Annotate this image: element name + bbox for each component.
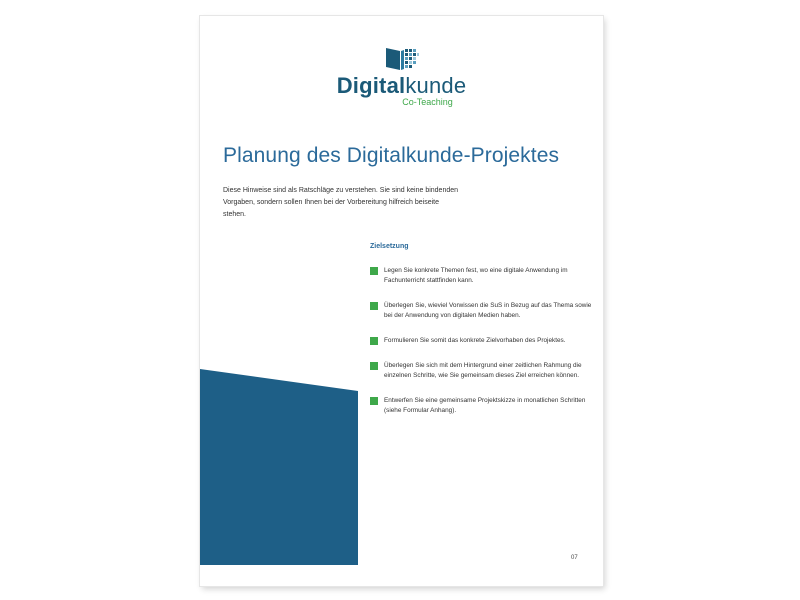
page-number: 07 <box>571 555 578 561</box>
list-item-text: Überlegen Sie, wieviel Vorwissen die SuS in Bezug auf das Thema sowie bei der Anwendung von digitalen Medien haben. <box>384 302 592 319</box>
green-bullet-icon <box>370 397 378 405</box>
green-bullet-icon <box>370 267 378 275</box>
page-title: Planung des Digitalkunde-Projektes <box>223 144 560 167</box>
list-item <box>370 336 595 346</box>
brand-subtitle: Co-Teaching <box>402 97 453 107</box>
list-item-text: Entwerfen Sie eine gemeinsame Projektskizze in monatlichen Schritten (siehe Formular Anhang). <box>384 397 586 414</box>
green-bullet-icon <box>370 362 378 370</box>
list-item <box>370 361 595 381</box>
list-item <box>370 266 595 286</box>
decorative-blue-shape <box>200 355 360 565</box>
brand-light: kunde <box>405 73 467 98</box>
green-bullet-icon <box>370 302 378 310</box>
list-item-text: Formulieren Sie somit das konkrete Zielvorhaben des Projektes. <box>384 337 566 344</box>
book-grid-logo-icon <box>384 46 420 72</box>
list-item <box>370 396 595 416</box>
list-item-text: Überlegen Sie sich mit dem Hintergrund einer zeitlichen Rahmung die einzelnen Schritte, wie Sie gemeinsam dieses Ziel erreichen können. <box>384 362 582 379</box>
brand-bold: Digital <box>336 73 406 98</box>
section-title: Zielsetzung <box>370 243 409 250</box>
document-page <box>200 16 603 586</box>
logo <box>200 46 603 107</box>
list-item-text: Legen Sie konkrete Themen fest, wo eine digitale Anwendung im Fachunterricht stattfinden kann. <box>384 267 568 284</box>
green-bullet-icon <box>370 337 378 345</box>
goal-list <box>370 266 595 431</box>
list-item <box>370 301 595 321</box>
intro-text: Diese Hinweise sind als Ratschläge zu verstehen. Sie sind keine bindenden Vorgaben, sondern sollen Ihnen bei der Vorbereitung hilfreich beiseite stehen. <box>223 187 459 218</box>
brand-name <box>200 74 603 98</box>
